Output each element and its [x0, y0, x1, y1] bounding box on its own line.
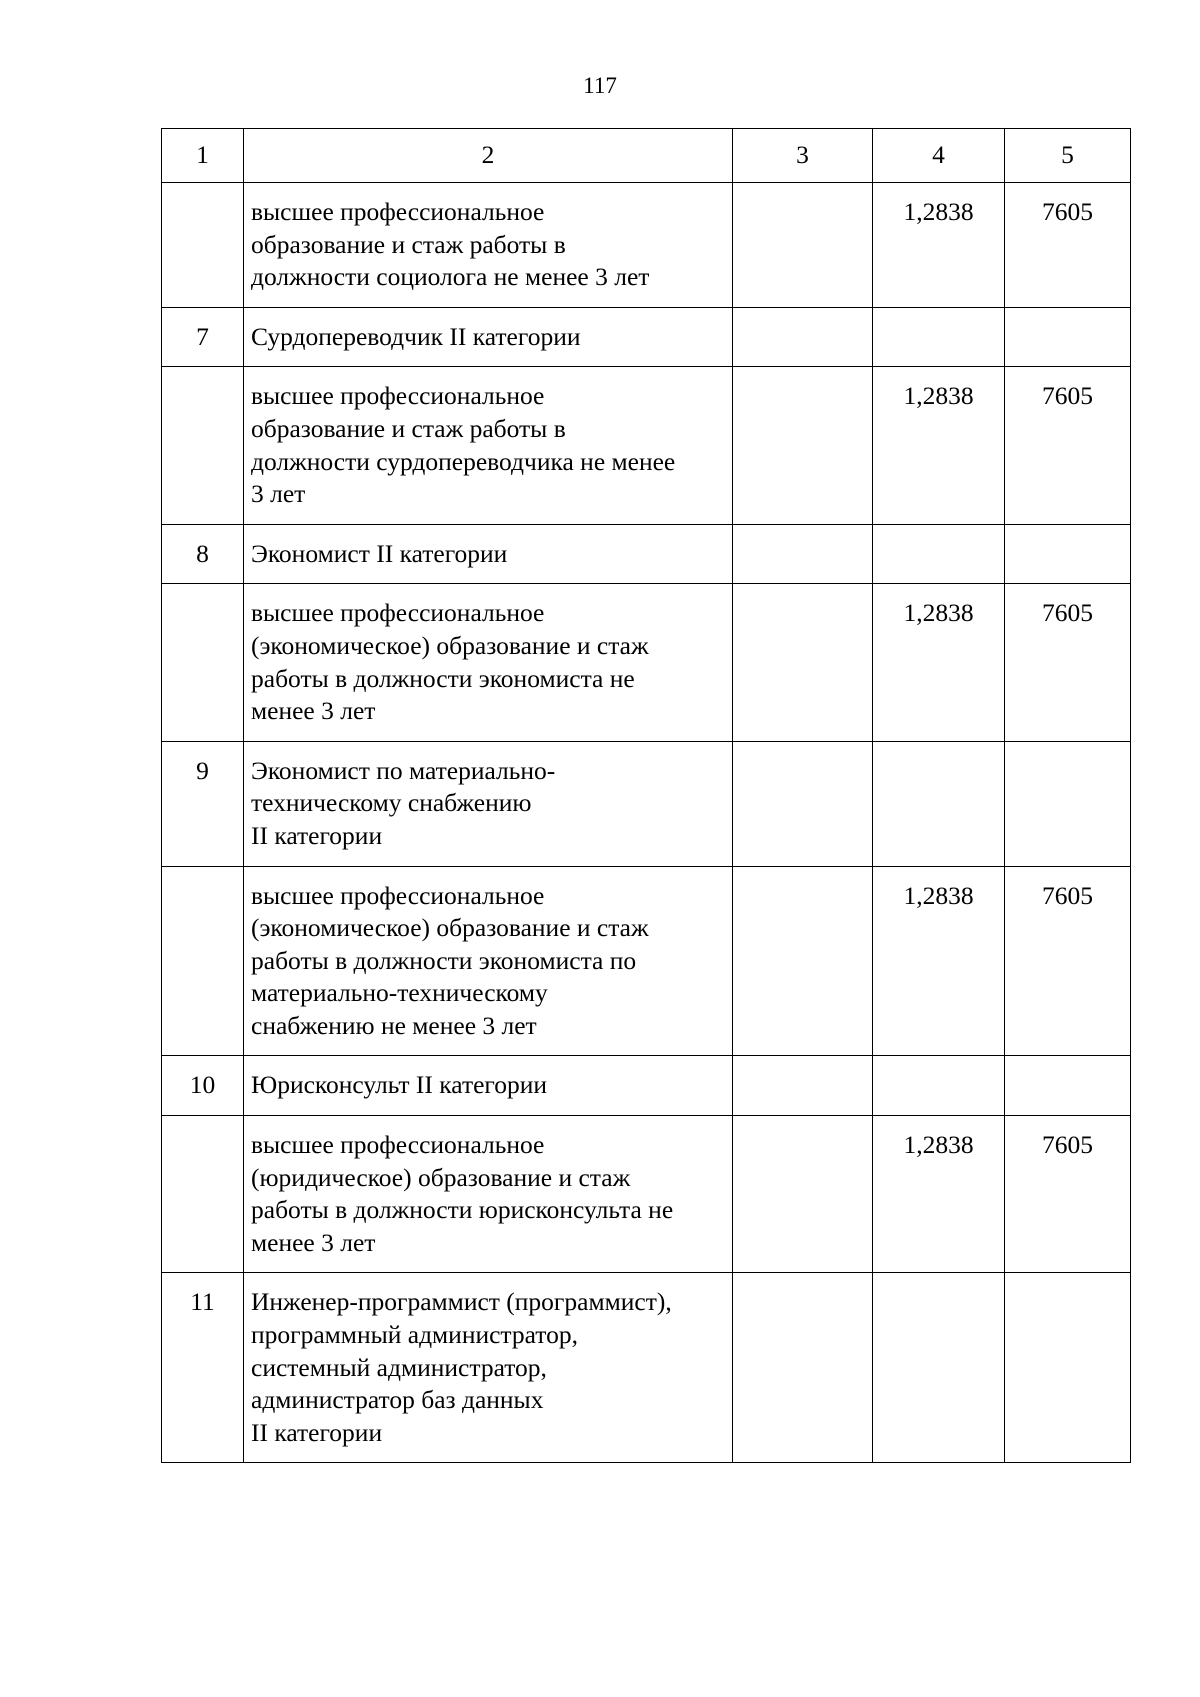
row-amount — [1005, 307, 1131, 367]
row-col3 — [733, 741, 873, 866]
row-coefficient — [873, 741, 1005, 866]
row-col3 — [733, 1116, 873, 1273]
qualification-table — [161, 128, 1131, 1463]
table-row — [162, 584, 1131, 741]
row-col3 — [733, 584, 873, 741]
row-number: 11 — [162, 1273, 244, 1463]
row-amount: 7605 — [1005, 183, 1131, 308]
row-coefficient — [873, 1273, 1005, 1463]
column-header: 1 — [162, 129, 244, 183]
row-description: высшее профессиональное (экономическое) образование и стаж работы в должности экономиста не менее 3 лет — [244, 584, 733, 741]
row-amount — [1005, 1273, 1131, 1463]
table-row — [162, 1273, 1131, 1463]
row-col3 — [733, 307, 873, 367]
row-amount — [1005, 1056, 1131, 1116]
row-coefficient: 1,2838 — [873, 367, 1005, 524]
column-header: 5 — [1005, 129, 1131, 183]
row-number: 9 — [162, 741, 244, 866]
row-number: 8 — [162, 524, 244, 584]
table-row — [162, 367, 1131, 524]
row-description: высшее профессиональное образование и стаж работы в должности социолога не менее 3 лет — [244, 183, 733, 308]
row-amount — [1005, 741, 1131, 866]
row-col3 — [733, 1056, 873, 1116]
column-header: 2 — [244, 129, 733, 183]
row-amount: 7605 — [1005, 1116, 1131, 1273]
row-coefficient — [873, 307, 1005, 367]
row-coefficient — [873, 524, 1005, 584]
row-description: высшее профессиональное (юридическое) образование и стаж работы в должности юрисконсульта не менее 3 лет — [244, 1116, 733, 1273]
page-number: 117 — [583, 73, 617, 98]
table-row — [162, 866, 1131, 1056]
table-row — [162, 1116, 1131, 1273]
row-coefficient: 1,2838 — [873, 1116, 1005, 1273]
row-number — [162, 183, 244, 308]
row-coefficient: 1,2838 — [873, 866, 1005, 1056]
column-header: 4 — [873, 129, 1005, 183]
row-col3 — [733, 1273, 873, 1463]
row-coefficient: 1,2838 — [873, 584, 1005, 741]
row-description: Экономист по материально- техническому снабжению II категории — [244, 741, 733, 866]
table-row — [162, 741, 1131, 866]
table-header-row — [162, 129, 1131, 183]
column-header: 3 — [733, 129, 873, 183]
row-description: Юрисконсульт II категории — [244, 1056, 733, 1116]
row-number: 7 — [162, 307, 244, 367]
row-col3 — [733, 524, 873, 584]
table-row — [162, 1056, 1131, 1116]
row-description: Экономист II категории — [244, 524, 733, 584]
row-description: высшее профессиональное (экономическое) образование и стаж работы в должности экономиста по материально-техническому снабжению не менее 3 лет — [244, 866, 733, 1056]
row-coefficient — [873, 1056, 1005, 1116]
table-row — [162, 524, 1131, 584]
table-row — [162, 183, 1131, 308]
row-number — [162, 584, 244, 741]
row-number — [162, 367, 244, 524]
table-row — [162, 307, 1131, 367]
row-description: Сурдопереводчик II категории — [244, 307, 733, 367]
row-col3 — [733, 183, 873, 308]
row-col3 — [733, 866, 873, 1056]
row-col3 — [733, 367, 873, 524]
row-coefficient: 1,2838 — [873, 183, 1005, 308]
row-amount: 7605 — [1005, 866, 1131, 1056]
row-amount: 7605 — [1005, 367, 1131, 524]
row-number: 10 — [162, 1056, 244, 1116]
row-description: Инженер-программист (программист), программный администратор, системный администратор, администратор баз данных II категории — [244, 1273, 733, 1463]
row-description: высшее профессиональное образование и стаж работы в должности сурдопереводчика не менее 3 лет — [244, 367, 733, 524]
row-number — [162, 1116, 244, 1273]
row-amount: 7605 — [1005, 584, 1131, 741]
row-amount — [1005, 524, 1131, 584]
row-number — [162, 866, 244, 1056]
